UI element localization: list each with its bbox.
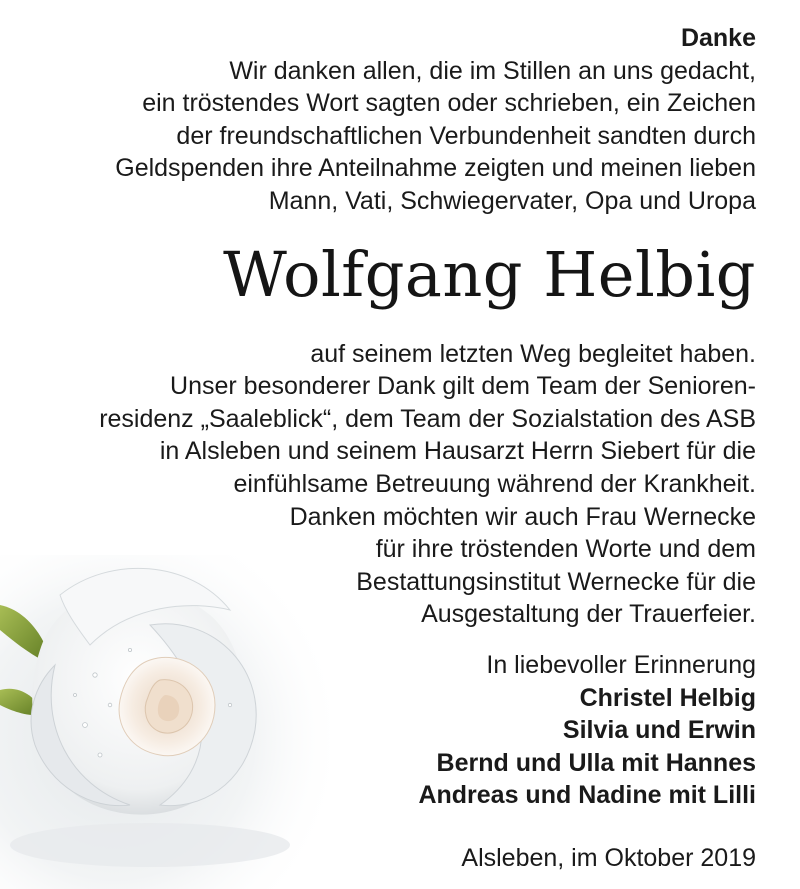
intro-line: ein tröstendes Wort sagten oder schrieben, ein Zeichen — [142, 89, 756, 118]
body-line: in Alsleben und seinem Hausarzt Herrn Siebert für die — [159, 437, 756, 466]
closing-line: In liebevoller Erinnerung — [486, 650, 756, 679]
body-line: Bestattungsinstitut Wernecke für die — [356, 567, 756, 596]
notice-text — [56, 22, 756, 874]
spacer — [56, 812, 756, 842]
intro-line: Geldspenden ihre Anteilnahme zeigten und meinen lieben — [115, 154, 756, 183]
mourner-name: Christel Helbig — [579, 683, 756, 712]
intro-line: Mann, Vati, Schwiegervater, Opa und Uropa — [268, 186, 756, 215]
spacer — [56, 631, 756, 649]
deceased-name: Wolfgang Helbig — [223, 237, 756, 311]
body-line: Unser besonderer Dank gilt dem Team der Senioren- — [170, 372, 756, 401]
place-date: Alsleben, im Oktober 2019 — [461, 843, 756, 872]
body-line: auf seinem letzten Weg begleitet haben. — [310, 339, 756, 368]
body-line: Danken möchten wir auch Frau Wernecke — [289, 502, 756, 531]
mourner-name: Silvia und Erwin — [562, 716, 756, 745]
body-line: Ausgestaltung der Trauerfeier. — [421, 600, 756, 629]
body-line: für ihre tröstenden Worte und dem — [375, 535, 756, 564]
intro-line: der freundschaftlichen Verbundenheit sandten durch — [176, 121, 756, 150]
mourner-name: Bernd und Ulla mit Hannes — [436, 748, 756, 777]
intro-line: Wir danken allen, die im Stillen an uns gedacht, — [229, 56, 756, 85]
body-line: residenz „Saaleblick“, dem Team der Sozialstation des ASB — [99, 404, 756, 433]
heading-danke: Danke — [680, 24, 756, 52]
body-line: einfühlsame Betreuung während der Krankheit. — [233, 469, 756, 498]
mourner-name: Andreas und Nadine mit Lilli — [418, 781, 756, 810]
